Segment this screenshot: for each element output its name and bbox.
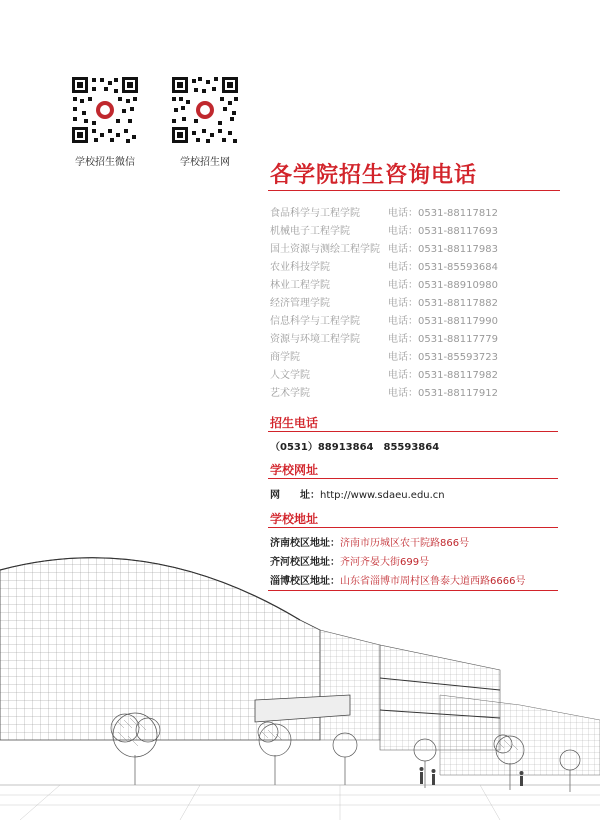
college-name: 商学院 [270,352,300,363]
college-phone: 电话：0531-85593684 [388,262,498,273]
college-row [270,222,560,240]
college-row [270,330,560,348]
college-phone: 电话：0531-88117882 [388,298,498,309]
wechat-qr-label: 学校招生微信 [75,157,135,168]
admission-phone-heading: 招生电话 [270,416,319,430]
website-qr-code [170,75,240,145]
college-phone: 电话：0531-88117983 [388,244,498,255]
college-row [270,312,560,330]
college-name: 农业科技学院 [270,262,330,273]
college-row [270,348,560,366]
campus-building-sketch [0,500,600,820]
college-row [270,366,560,384]
college-phone: 电话：0531-88117693 [388,226,498,237]
college-name: 机械电子工程学院 [270,226,350,237]
campus-address: 济南市历城区农干院路866号 [340,538,470,549]
college-row [270,258,560,276]
website-url[interactable]: http://www.sdaeu.edu.cn [320,490,445,501]
college-phone: 电话：0531-88117982 [388,370,498,381]
college-phone: 电话：0531-88117990 [388,316,498,327]
campus-label: 济南校区地址： [270,538,340,549]
college-name: 艺术学院 [270,388,310,399]
wechat-qr-code [70,75,140,145]
college-row [270,204,560,222]
website-divider [268,478,558,479]
website-heading: 学校网址 [270,463,319,477]
title-divider [268,190,560,191]
website-line [270,486,445,501]
college-name: 国土资源与测绘工程学院 [270,244,380,255]
college-phone: 电话：0531-88910980 [388,280,498,291]
college-phone: 电话：0531-88117779 [388,334,498,345]
college-name: 林业工程学院 [270,280,330,291]
college-row [270,294,560,312]
college-name: 资源与环境工程学院 [270,334,360,345]
college-phone-list [270,204,560,402]
campus-label: 淄博校区地址： [270,576,340,587]
college-name: 信息科学与工程学院 [270,316,360,327]
college-row [270,276,560,294]
college-phone: 电话：0531-88117812 [388,208,498,219]
campus-address: 山东省淄博市周村区鲁泰大道西路6666号 [340,576,526,587]
campus-label: 齐河校区地址： [270,557,340,568]
college-name: 食品科学与工程学院 [270,208,360,219]
college-phone: 电话：0531-88117912 [388,388,498,399]
college-row [270,384,560,402]
website-label: 网 址： [270,490,320,501]
page-title: 各学院招生咨询电话 [270,163,478,188]
college-name: 人文学院 [270,370,310,381]
college-name: 经济管理学院 [270,298,330,309]
address-heading: 学校地址 [270,512,319,526]
admission-phone-numbers: （0531）88913864 85593864 [270,442,440,453]
campus-address: 齐河齐晏大街699号 [340,557,430,568]
website-qr-label: 学校招生网 [180,157,230,168]
admission-phone-divider [268,431,558,432]
college-phone: 电话：0531-85593723 [388,352,498,363]
college-row [270,240,560,258]
